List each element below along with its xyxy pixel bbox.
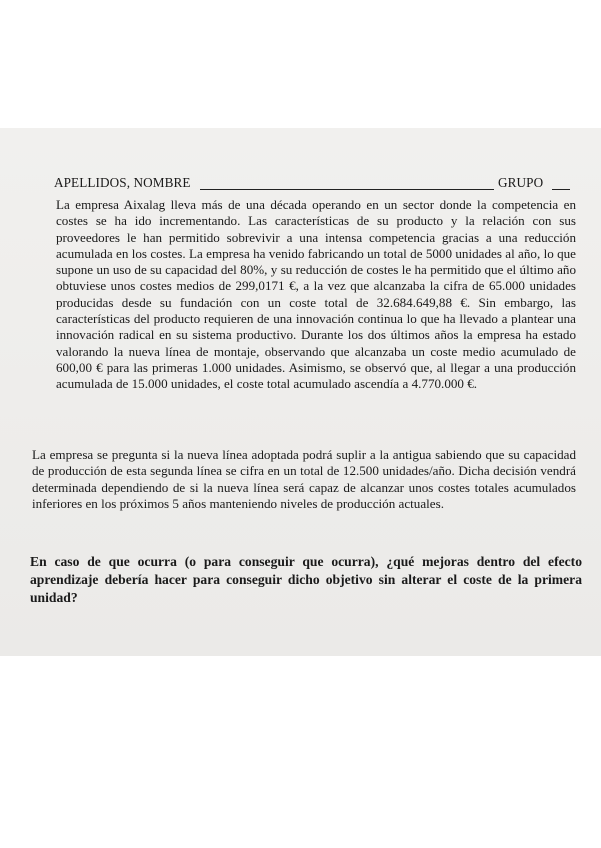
problem-paragraph-1: La empresa Aixalag lleva más de una década operando en un sector donde la competencia en costes se ha ido incrementando. Las características de su producto y la relación con sus proveedores le han permitido sobrevivir a una intensa competencia gracias a una reducción acumulada en los costes. La empresa ha venido fabricando un total de 5000 unidades al año, lo que supone un uso de su capacidad del 80%, y su reducción de costes le ha permitido que el último año obtuviese unos costes medios de 299,0171 €, a la vez que alcanzaba la cifra de 65.000 unidades producidas desde su fundación con un coste total de 32.684.649,88 €. Sin embargo, las características del producto requieren de una innovación continua lo que ha llevado a plantear una innovación radical en su sistema productivo. Durante los dos últimos años la empresa ha estado valorando la nueva línea de montaje, observando que alcanzaba un coste medio acumulado de 600,00 € para las primeras 1.000 unidades. Asimismo, se observó que, al llegar a una producción acumulada de 15.000 unidades, el coste total acumulado ascendía a 4.770.000 €. bbox=[56, 197, 576, 392]
name-blank-line bbox=[200, 189, 494, 190]
group-label: GRUPO bbox=[498, 175, 544, 190]
group-blank-line bbox=[552, 189, 570, 190]
name-label: APELLIDOS, NOMBRE bbox=[54, 175, 191, 190]
header-line bbox=[30, 175, 582, 195]
question-text: En caso de que ocurra (o para conseguir que ocurra), ¿qué mejoras dentro del efecto aprendizaje debería hacer para conseguir dicho objetivo sin alterar el coste de la primera unidad? bbox=[30, 554, 582, 605]
document-content bbox=[30, 175, 582, 605]
problem-paragraph-2: La empresa se pregunta si la nueva línea adoptada podrá suplir a la antigua sabiendo que su capacidad de producción de esta segunda línea se cifra en un total de 12.500 unidades/año. Dicha decisión vendrá determinada dependiendo de si la nueva línea será capaz de alcanzar unos costes totales acumulados inferiores en los próximos 5 años manteniendo niveles de producción actuales. bbox=[32, 447, 576, 511]
